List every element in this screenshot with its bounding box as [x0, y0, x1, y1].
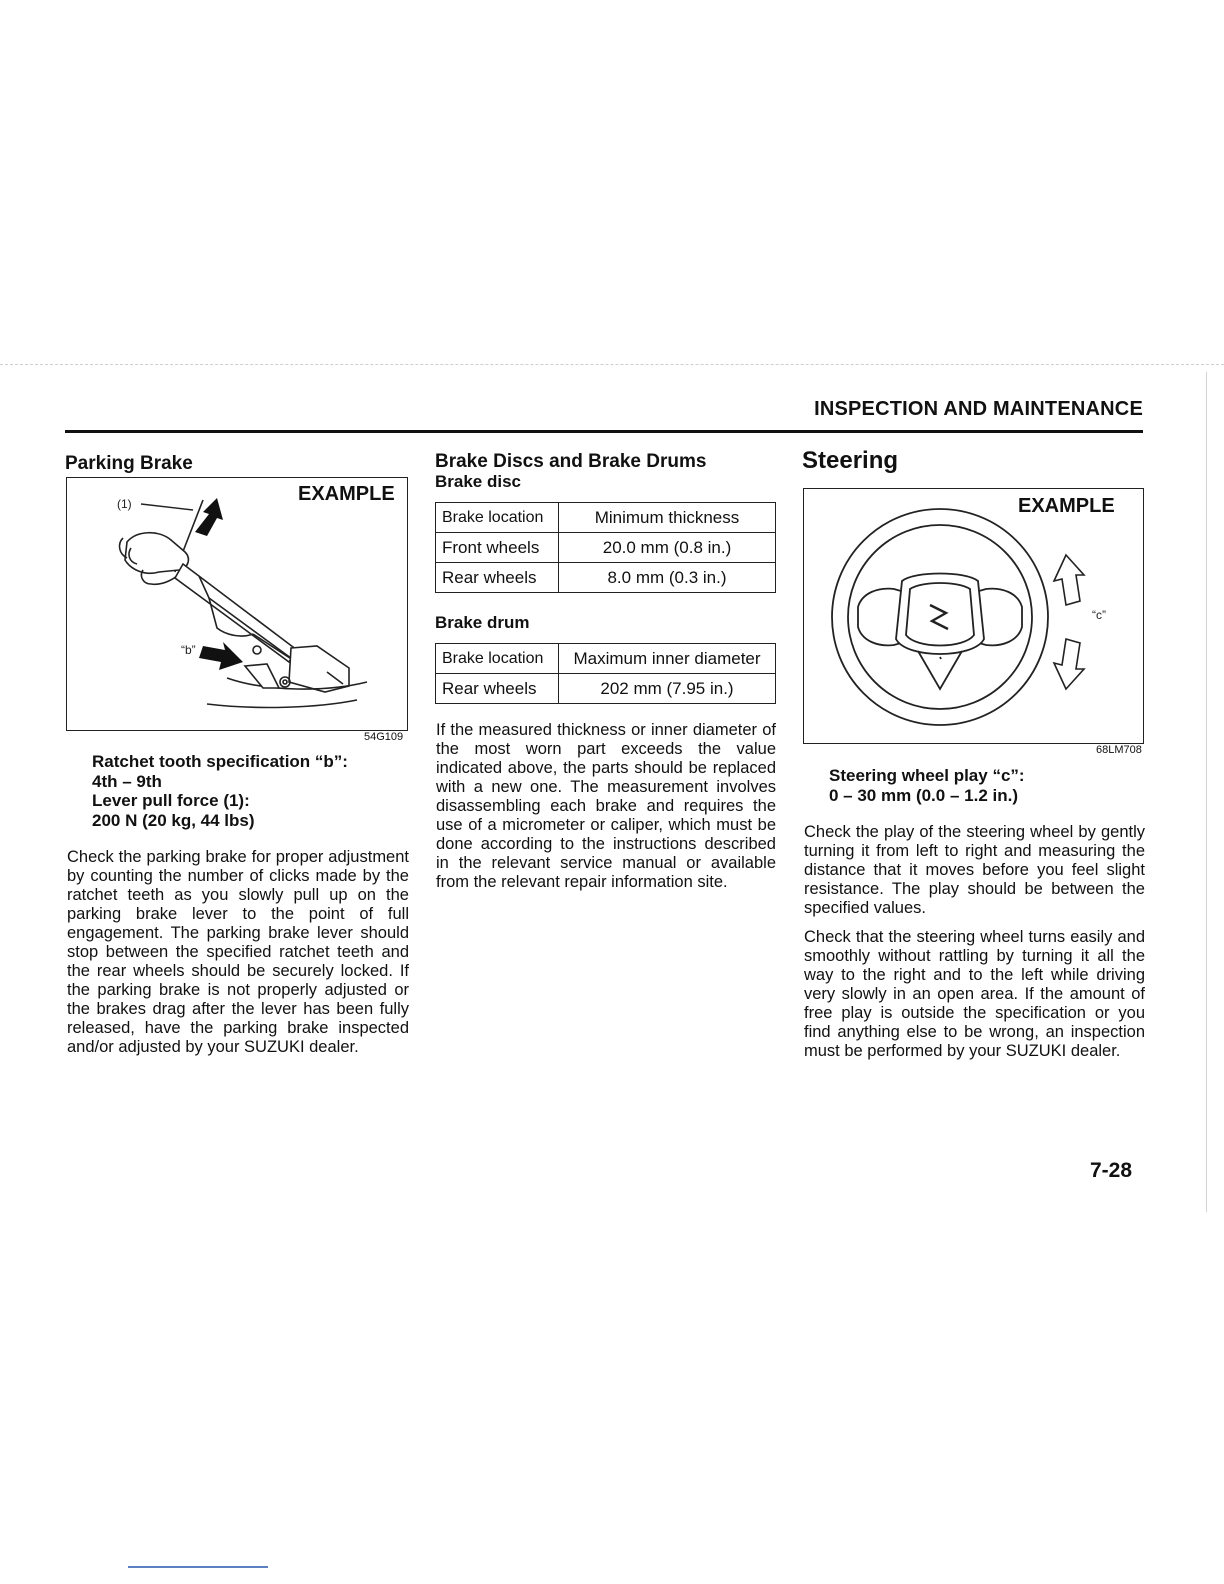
table-row — [436, 674, 776, 704]
spec-line: Ratchet tooth specification “b”: — [92, 752, 348, 771]
spec-line: Lever pull force (1): — [92, 791, 250, 810]
table-header-cell: Brake location — [436, 644, 559, 674]
spec-line: 200 N (20 kg, 44 lbs) — [92, 810, 255, 830]
callout-c-label: “c” — [1092, 608, 1106, 622]
steering-heading: Steering — [802, 447, 899, 474]
table-header-cell: Minimum thickness — [559, 503, 776, 533]
header-rule — [65, 430, 1143, 433]
parking-brake-paragraph — [67, 848, 409, 1067]
brake-disc-table — [435, 502, 776, 593]
steering-wheel-illustration — [804, 489, 1143, 743]
brake-drum-heading: Brake drum — [435, 613, 530, 632]
brakes-heading: Brake Discs and Brake Drums — [435, 451, 707, 472]
example-label: EXAMPLE — [1018, 495, 1115, 517]
parking-brake-figure — [66, 477, 408, 731]
body-text: Check the parking brake for proper adjustment by counting the number of clicks made by the ratchet teeth as you slowly pull up on the parking brake lever to the point of full engagement. The parking brake lever should stop between the specified ratchet teeth and the rear wheels should be securely locked. If the parking brake is not properly adjusted or the brakes drag after the lever has been fully released, have the parking brake inspected and/or adjusted by your SUZUKI dealer. — [67, 848, 409, 1056]
steering-paragraphs — [804, 823, 1145, 1071]
table-header-row — [436, 644, 776, 674]
table-header-row — [436, 503, 776, 533]
table-row — [436, 563, 776, 593]
scan-artifact-line — [0, 364, 1224, 366]
figure-code: 68LM708 — [1096, 744, 1142, 756]
callout-b-label: “b” — [181, 643, 196, 657]
table-cell: Rear wheels — [436, 674, 559, 704]
table-header-cell: Maximum inner diameter — [559, 644, 776, 674]
figure-code: 54G109 — [364, 731, 404, 743]
brakes-paragraph — [436, 721, 776, 902]
callout-1-label: (1) — [117, 497, 132, 511]
example-label: EXAMPLE — [298, 483, 395, 505]
parking-brake-heading: Parking Brake — [65, 453, 193, 474]
spec-line: 0 – 30 mm (0.0 – 1.2 in.) — [829, 785, 1018, 805]
parking-brake-illustration — [67, 478, 407, 730]
parking-brake-spec — [92, 752, 348, 830]
table-header-cell: Brake location — [436, 503, 559, 533]
page-number: 7-28 — [1090, 1159, 1133, 1182]
table-cell: Rear wheels — [436, 563, 559, 593]
steering-figure — [803, 488, 1144, 744]
table-cell: 202 mm (7.95 in.) — [559, 674, 776, 704]
body-text: If the measured thickness or inner diameter of the most worn part exceeds the value indicated above, the parts should be replaced with a new one. The measurement involves disassembling each brake and requires the use of a micrometer or caliper, which must be done according to the instructions described in the relevant service manual or available from the relevant repair information site. — [436, 721, 776, 891]
table-cell: 20.0 mm (0.8 in.) — [559, 533, 776, 563]
body-text: Check the play of the steering wheel by gently turning it from left to right and measuring the distance that it moves before you feel slight resistance. The play should be between the specified values. — [804, 823, 1145, 917]
steering-spec — [829, 766, 1025, 805]
scan-artifact-bottom — [128, 1566, 268, 1568]
brake-disc-heading: Brake disc — [435, 472, 521, 491]
scan-artifact-edge — [1206, 372, 1207, 1212]
table-row — [436, 533, 776, 563]
table-cell: 8.0 mm (0.3 in.) — [559, 563, 776, 593]
section-header: INSPECTION AND MAINTENANCE — [814, 398, 1143, 420]
spec-line: Steering wheel play “c”: — [829, 766, 1025, 785]
table-cell: Front wheels — [436, 533, 559, 563]
spec-line: 4th – 9th — [92, 771, 162, 791]
brake-drum-table — [435, 643, 776, 704]
body-text: Check that the steering wheel turns easily and smoothly without rattling by turning it all the way to the right and to the left while driving very slowly in an open area. If the amount of free play is outside the specification or you find anything else to be wrong, an inspection must be performed by your SUZUKI dealer. — [804, 928, 1145, 1060]
